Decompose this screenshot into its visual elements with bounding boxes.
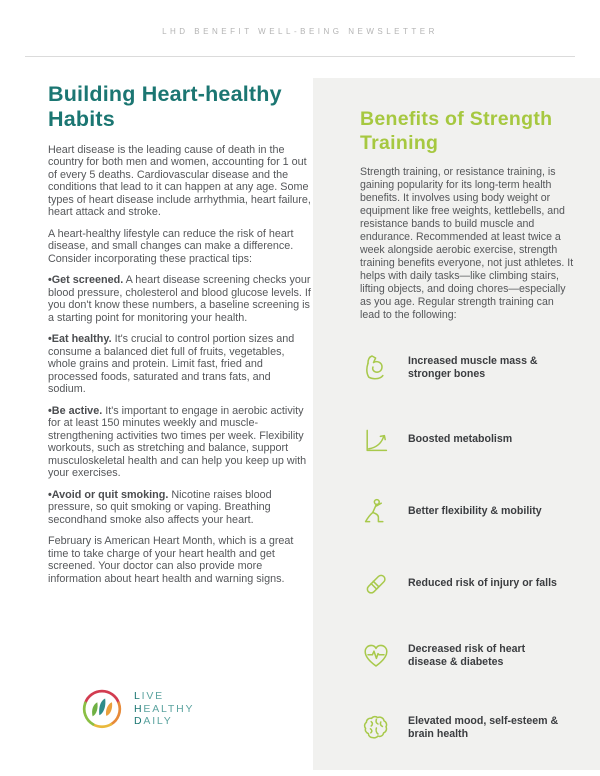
tip-lead: Be active. bbox=[51, 404, 103, 417]
heart-pulse-icon bbox=[360, 640, 392, 672]
brain-icon bbox=[360, 712, 392, 744]
benefit-item bbox=[360, 568, 572, 600]
tip-text: Nicotine raises blood pressure, so quit smoking or vaping. Breathing secondhand smoke also affects your heart. bbox=[48, 488, 272, 526]
logo-word-live: LIVE bbox=[134, 690, 164, 703]
right-article-panel bbox=[313, 78, 600, 770]
lhd-logo-wordmark bbox=[134, 690, 194, 728]
tip-text: It's important to engage in aerobic activity for at least 150 minutes weekly and muscle-strengthening activities two times per week. Flexibility workouts, such as stretching and balance, support musculoskeletal health and can help you keep up with your exercises. bbox=[48, 404, 307, 480]
benefit-label: Increased muscle mass & stronger bones bbox=[408, 354, 538, 380]
left-article-title: Building Heart-healthy Habits bbox=[48, 82, 282, 132]
tip-lead: Avoid or quit smoking. bbox=[51, 488, 169, 501]
stretching-person-icon bbox=[360, 496, 392, 528]
masthead-divider bbox=[25, 56, 575, 57]
benefit-item bbox=[360, 424, 572, 456]
tip-lead: Eat healthy. bbox=[51, 333, 112, 346]
tip-text: It's crucial to control portion sizes and consume a balanced diet full of fruits, vegetables, whole grains and protein. Limit fast, fried and processed foods, saturated and trans fats, and sodium. bbox=[48, 333, 295, 396]
bandage-capsule-icon bbox=[360, 568, 392, 600]
benefit-item bbox=[360, 496, 572, 528]
muscle-arm-icon bbox=[360, 352, 392, 384]
benefit-label: Better flexibility & mobility bbox=[408, 505, 542, 518]
right-article-intro: Strength training, or resistance training, is gaining popularity for its long-term health benefits. It involves using body weight or equipment like free weights, kettlebells, and resistance bands to build muscle and endurance. Recommended at least twice a week alongside aerobic exercise, strength training benefits everyone, not just athletes. It helps with daily tasks—like climbing stairs, lifting objects, and doing chores—especially as you age. Regular strength training can lead to the following: bbox=[360, 165, 574, 321]
left-article-paragraph: Heart disease is the leading cause of death in the country for both men and women, accounting for 1 out of every 5 deaths. Cardiovascular disease and the conditions that lead to it can happen at any age. Some types of heart disease include arrhythmia, heart failure, heart attack and stroke. bbox=[48, 143, 311, 219]
benefit-label: Decreased risk of heart disease & diabetes bbox=[408, 642, 526, 668]
left-article-closing-paragraph: February is American Heart Month, which is a great time to take charge of your heart health and get screened. Your doctor can also provide more information about heart health and warning signs. bbox=[48, 535, 294, 585]
right-article-title: Benefits of Strength Training bbox=[360, 108, 553, 155]
tip-be-active bbox=[48, 405, 311, 480]
logo-word-healthy: HEALTHY bbox=[134, 702, 195, 715]
logo-word-daily: DAILY bbox=[134, 715, 173, 728]
benefit-label: Boosted metabolism bbox=[408, 433, 513, 446]
tip-lead: Get screened. bbox=[51, 274, 124, 287]
benefit-label: Reduced risk of injury or falls bbox=[408, 577, 557, 590]
left-article bbox=[48, 82, 311, 594]
benefits-list bbox=[360, 352, 572, 744]
left-article-paragraph: A heart-healthy lifestyle can reduce the risk of heart disease, and small changes can make a difference. Consider incorporating these practical tips: bbox=[48, 227, 294, 265]
benefit-label: Elevated mood, self-esteem & brain health bbox=[408, 714, 559, 740]
benefit-item bbox=[360, 640, 572, 672]
benefit-item bbox=[360, 352, 572, 384]
benefit-item bbox=[360, 712, 572, 744]
tip-text: A heart disease screening checks your blood pressure, cholesterol and blood glucose levels. If you don't know these numbers, a baseline screening is a starting point for monitoring your health. bbox=[48, 274, 311, 324]
tip-avoid-smoking bbox=[48, 489, 311, 527]
tip-get-screened bbox=[48, 274, 311, 324]
newsletter-masthead-title: LHD BENEFIT WELL-BEING NEWSLETTER bbox=[162, 27, 438, 36]
metabolism-chart-icon bbox=[360, 424, 392, 456]
live-healthy-daily-logo bbox=[79, 686, 194, 732]
lhd-logo-mark-icon bbox=[79, 686, 125, 732]
tip-eat-healthy bbox=[48, 333, 311, 396]
